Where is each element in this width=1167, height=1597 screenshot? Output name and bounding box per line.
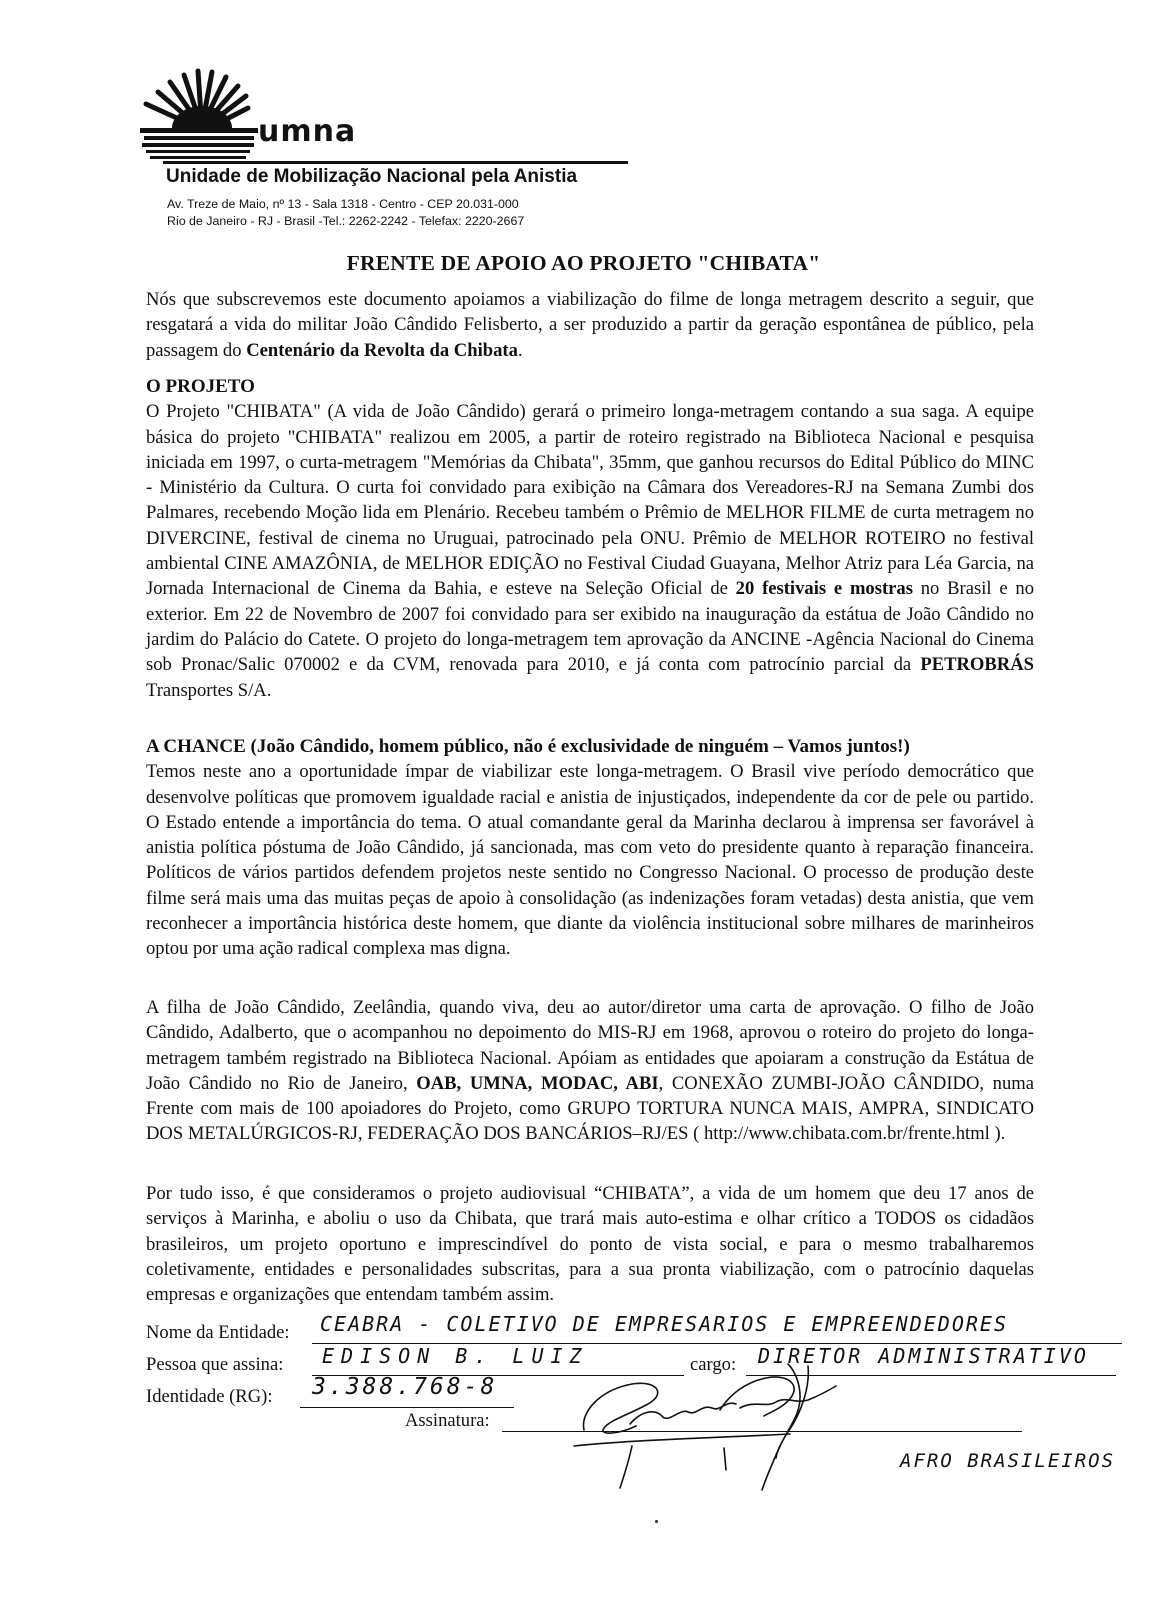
organization-address — [167, 196, 637, 230]
projeto-bold-2: PETROBRÁS — [920, 654, 1034, 676]
chance-heading: A CHANCE (João Cândido, homem público, não é exclusividade de ninguém – Vamos juntos!) — [146, 736, 910, 757]
projeto-bold-1: 20 festivais e mostras — [735, 578, 913, 600]
filha-text-1: A filha de João Cândido, Zeelândia, quando viva, deu ao autor/diretor uma carta de aprovação. O filho de João Cândido, Adalberto, que o acompanhou no depoimento do MIS-RJ em 1968, aprovou o roteiro do projeto do longa-metragem também registrado na Biblioteca Nacional. Apóiam as entidades que apoiaram a construção da Estátua de João Cândido no Rio de Janeiro, — [146, 997, 1034, 1094]
logo-wordmark: umna — [258, 114, 357, 149]
address-line-2: Rio de Janeiro - RJ - Brasil -Tel.: 2262-2242 - Telefax: 2220-2667 — [167, 214, 525, 228]
chance-paragraph: Temos neste ano a oportunidade ímpar de viabilizar este longa-metragem. O Brasil vive período democrático que desenvolve políticas que promovem igualdade racial e anistia de injustiçados, independente da cor de pele ou partido. O Estado entende a importância do tema. O atual comandante geral da Marinha declarou à imprensa ser favorável à anistia política póstuma de João Cândido, já sancionada, mas com veto do presidente quanto à reparação financeira. Políticos de vários partidos defendem projetos neste sentido no Congresso Nacional. O processo de produção deste filme será mais uma das muitas peças de apoio à consolidação (as indenizações foram vetadas) desta anistia, que vem reconhecer a importância histórica deste homem, que diante da violência institucional sobre milhares de marinheiros optou por uma ação radical complexa mas digna. — [146, 761, 1034, 960]
intro-end: . — [517, 339, 523, 361]
conclusao-text: Por tudo isso, é que consideramos o projeto audiovisual “CHIBATA”, a vida de um homem que deu 17 anos de serviços à Marinha, e aboliu o uso da Chibata, que trará mais auto-estima e olhar crítico a TODOS os cidadãos brasileiros, um projeto oportuno e imprescindível do ponto de vista social, e para o mesmo trabalharemos coletivamente, entidades e personalidades subscritas, para a sua pronta viabilização, com o patrocínio daquelas empresas e organizações que entendam também assim. — [146, 1183, 1034, 1306]
rg-rule — [300, 1407, 514, 1408]
projeto-paragraph — [146, 399, 1034, 703]
cargo-field[interactable]: DIRETOR ADMINISTRATIVO — [758, 1344, 1089, 1368]
header-rule — [163, 161, 628, 164]
conclusao-paragraph — [146, 1181, 1034, 1307]
organization-name: Unidade de Mobilização Nacional pela Anistia — [166, 166, 578, 187]
pessoa-label: Pessoa que assina: — [146, 1354, 284, 1375]
projeto-text-2: no Brasil e no exterior. Em 22 de Novembro de 2007 foi convidado para ser exibido na inauguração da estátua de João Cândido no jardim do Palácio do Catete. O projeto do longa-metragem tem aprovação da ANCINE -Agência Nacional do Cinema sob Pronac/Salic 070002 e da CVM, renovada para 2010, e já conta com patrocínio parcial da — [146, 578, 1034, 676]
filha-paragraph — [146, 995, 1034, 1147]
handwritten-signature[interactable] — [570, 1342, 850, 1492]
filha-bold: OAB, UMNA, MODAC, ABI — [416, 1072, 659, 1094]
chance-section — [146, 734, 1034, 962]
entidade-field[interactable]: CEABRA - COLETIVO DE EMPRESARIOS E EMPREENDEDORES — [320, 1312, 1009, 1336]
rg-field[interactable]: 3.388.768-8 — [312, 1374, 498, 1400]
intro-text: Nós que subscrevemos este documento apoiamos a viabilização do filme de longa metragem descrito a seguir, que resgatará a vida do militar João Cândido Felisberto, a ser produzido a partir da geração espontânea de público, pela passagem do — [146, 289, 1034, 361]
address-line-1: Av. Treze de Maio, nº 13 - Sala 1318 - Centro - CEP 20.031-000 — [167, 197, 519, 211]
assinatura-label: Assinatura: — [405, 1410, 490, 1431]
scan-speck — [655, 1520, 658, 1523]
intro-paragraph — [146, 287, 1034, 363]
projeto-heading: O PROJETO — [146, 376, 255, 397]
rg-label: Identidade (RG): — [146, 1386, 273, 1407]
document-title: FRENTE DE APOIO AO PROJETO "CHIBATA" — [346, 251, 821, 275]
cargo-label: cargo: — [690, 1354, 737, 1375]
projeto-section — [146, 374, 1034, 703]
note-afro-brasileiros: AFRO BRASILEIROS — [900, 1450, 1116, 1472]
entidade-label: Nome da Entidade: — [146, 1322, 290, 1343]
projeto-text-3: Transportes S/A. — [146, 679, 272, 701]
intro-bold: Centenário da Revolta da Chibata — [246, 339, 518, 361]
projeto-text-1: O Projeto "CHIBATA" (A vida de João Cândido) gerará o primeiro longa-metragem contando a sua saga. A equipe básica do projeto "CHIBATA" realizou em 2005, a partir de roteiro registrado na Biblioteca Nacional e pesquisa iniciada em 1997, o curta-metragem "Memórias da Chibata", 35mm, que ganhou recursos do Edital Público do MINC - Ministério da Cultura. O curta foi convidado para exibição na Câmara dos Vereadores-RJ na Semana Zumbi dos Palmares, recebendo Moção lida em Plenário. Recebeu também o Prêmio de MELHOR FILME de curta metragem no DIVERCINE, festival de cinema no Uruguai, patrocinado pela ONU. Prêmio de MELHOR ROTEIRO no festival ambiental CINE AMAZÔNIA, de MELHOR EDIÇÃO no Festival Ciudad Guayana, Melhor Atriz para Léa Garcia, na Jornada Internacional de Cinema da Bahia, e esteve na Seleção Oficial de — [146, 401, 1034, 600]
pessoa-field[interactable]: EDISON B. LUIZ — [322, 1344, 589, 1368]
filha-text-2: , CONEXÃO ZUMBI-JOÃO CÂNDIDO, numa Frente com mais de 100 apoiadores do Projeto, como GRUPO TORTURA NUNCA MAIS, AMPRA, SINDICATO DOS METALÚRGICOS-RJ, FEDERAÇÃO DOS BANCÁRIOS–RJ/ES ( http://www.chibata.com.br/frente.html ). — [146, 1072, 1034, 1145]
